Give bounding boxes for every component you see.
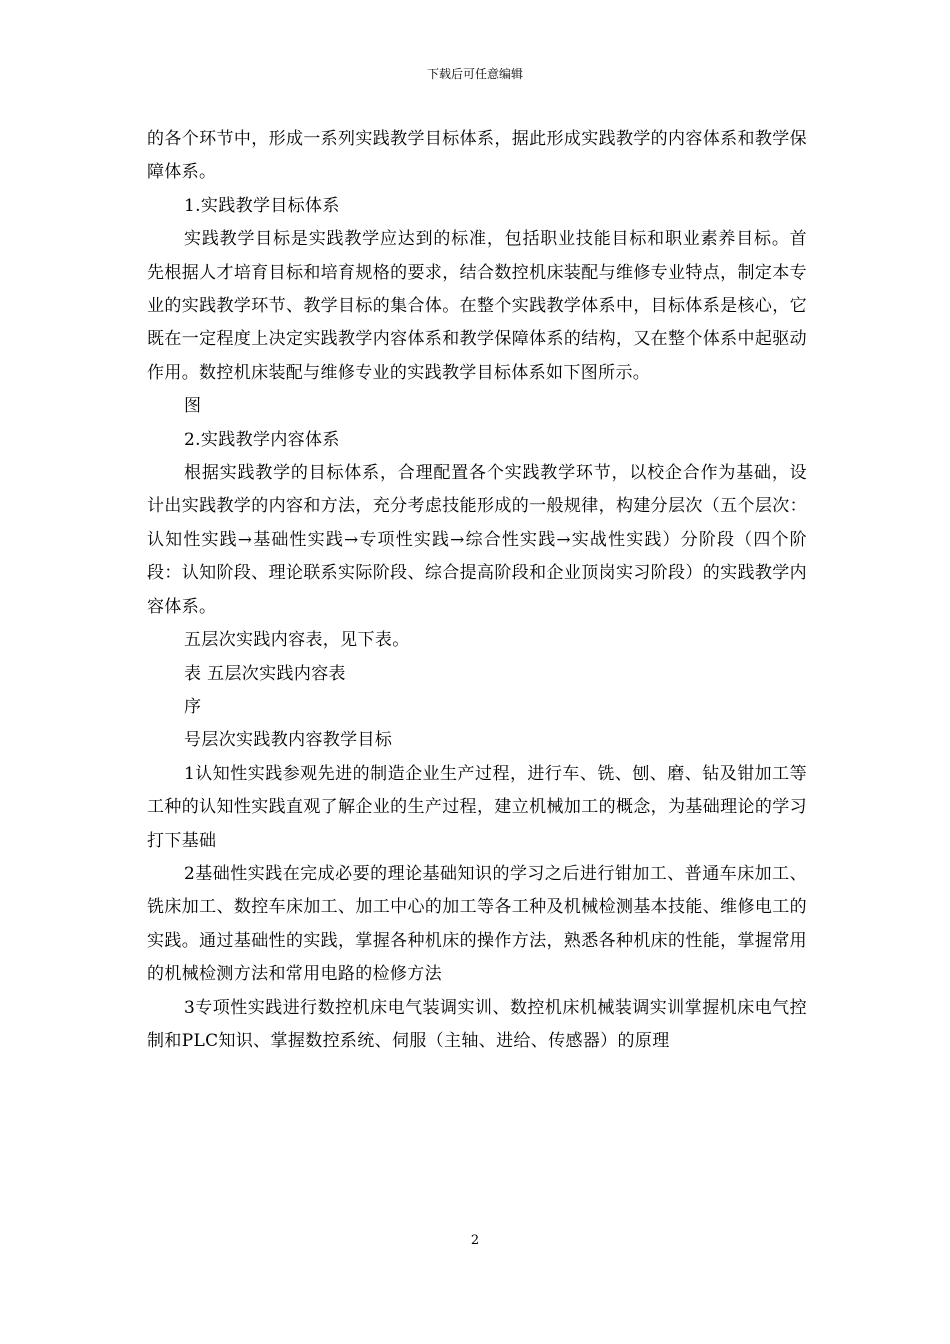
table-row-1: 1认知性实践参观先进的制造企业生产过程，进行车、铣、刨、磨、钻及钳加工等工种的认知性实践直观了解企业的生产过程，建立机械加工的概念，为基础理论的学习打下基础	[147, 763, 807, 851]
document-body	[147, 123, 807, 1058]
page-number: 2	[470, 1233, 480, 1248]
paragraph-table-intro: 五层次实践内容表，见下表。	[184, 630, 410, 651]
table-row-2: 2基础性实践在完成必要的理论基础知识的学习之后进行钳加工、普通车床加工、铣床加工、数控车床加工、加工中心的加工等各工种及机械检测基本技能、维修电工的实践。通过基础性的实践，掌握各种机床的操作方法，熟悉各种机床的性能，掌握常用的机械检测方法和常用电路的检修方法	[147, 863, 807, 985]
figure-placeholder: 图	[184, 396, 202, 417]
paragraph-content: 根据实践教学的目标体系，合理配置各个实践教学环节，以校企合作为基础，设计出实践教学的内容和方法，充分考虑技能形成的一般规律，构建分层次（五个层次：认知性实践→基础性实践→专项性实践→综合性实践→实战性实践）分阶段（四个阶段：认知阶段、理论联系实际阶段、综合提高阶段和企业顶岗实习阶段）的实践教学内容体系。	[147, 463, 807, 617]
paragraph-objectives: 实践教学目标是实践教学应达到的标准，包括职业技能目标和职业素养目标。首先根据人才培育目标和培育规格的要求，结合数控机床装配与维修专业特点，制定本专业的实践教学环节、教学目标的集合体。在整个实践教学体系中，目标体系是核心，它既在一定程度上决定实践教学内容体系和教学保障体系的结构，又在整个体系中起驱动作用。数控机床装配与维修专业的实践教学目标体系如下图所示。	[147, 229, 807, 383]
table-caption: 表 五层次实践内容表	[184, 663, 346, 684]
table-header-row: 号层次实践教内容教学目标	[184, 730, 393, 751]
page-header: 下载后可任意编辑	[426, 67, 523, 81]
section-heading-content: 2.实践教学内容体系	[184, 429, 340, 450]
paragraph-continuation: 的各个环节中，形成一系列实践教学目标体系，据此形成实践教学的内容体系和教学保障体系。	[147, 129, 807, 183]
section-heading-objectives: 1.实践教学目标体系	[184, 195, 340, 216]
table-row-3: 3专项性实践进行数控机床电气装调实训、数控机床机械装调实训掌握机床电气控制和PLC知识、掌握数控系统、伺服（主轴、进给、传感器）的原理	[147, 997, 807, 1051]
table-header-seq: 序	[184, 696, 202, 717]
